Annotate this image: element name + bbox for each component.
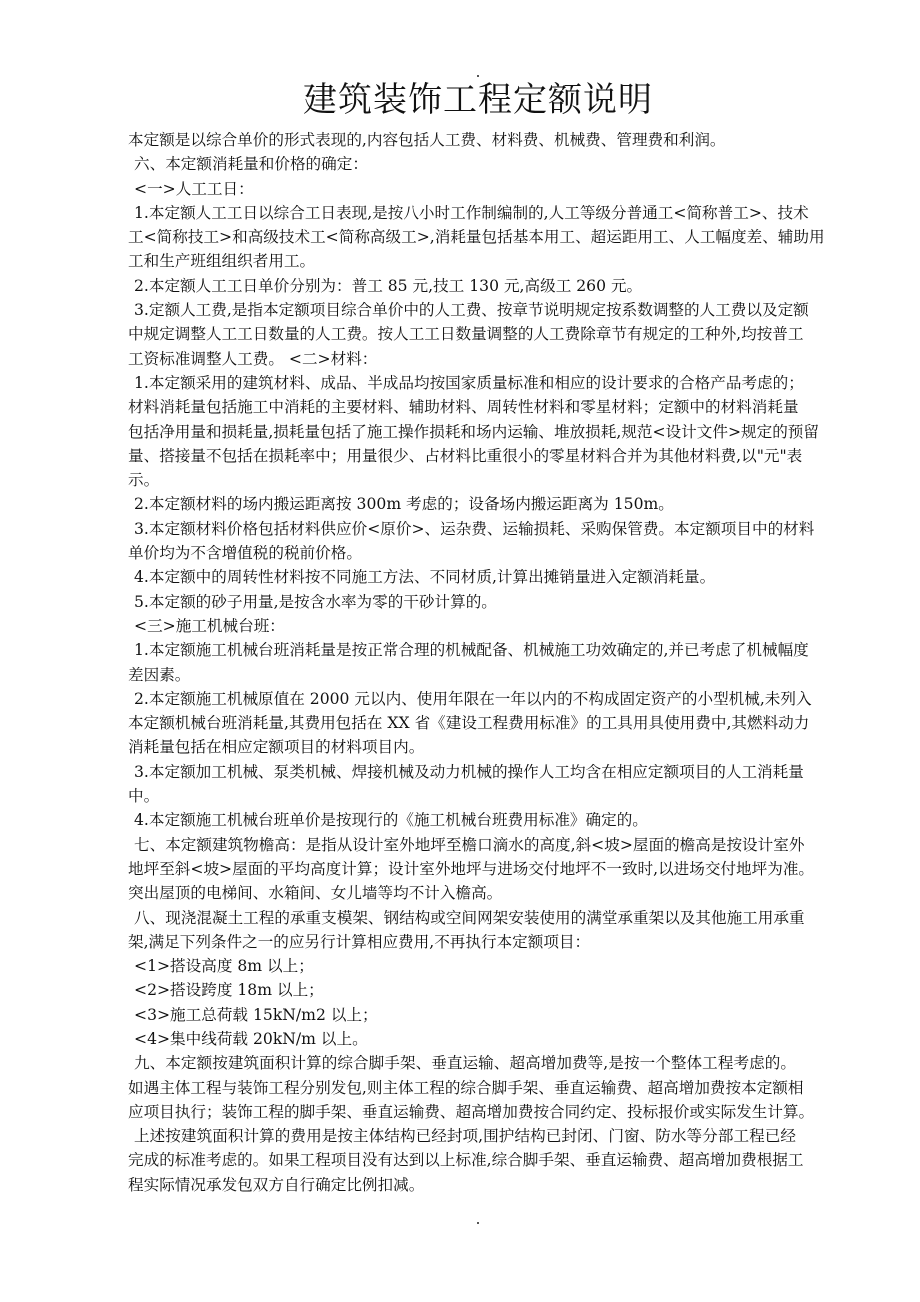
text-line: 六、本定额消耗量和价格的确定： [134, 155, 368, 174]
text-line: 工资标准调整人工费。 <二>材料： [128, 349, 378, 368]
text-line: 应项目执行；装饰工程的脚手架、垂直运输费、超高增加费按合同约定、投标报价或实际发生计算。 [128, 1102, 815, 1121]
text-line: 1.本定额采用的建筑材料、成品、半成品均按国家质量标准和相应的设计要求的合格产品考虑的； [134, 373, 804, 392]
text-line: 包括净用量和损耗量,损耗量包括了施工操作损耗和场内运输、堆放损耗,规范<设计文件>规定的预留 [128, 422, 819, 441]
text-line: 材料消耗量包括施工中消耗的主要材料、辅助材料、周转性材料和零星材料；定额中的材料消耗量 [128, 398, 799, 417]
page-title: 建筑装饰工程定额说明 [303, 80, 653, 120]
paragraph [128, 1124, 804, 1197]
text-line: <4>集中线荷载 20kN/m 以上。 [134, 1029, 368, 1048]
paragraph [128, 638, 809, 687]
text-line: 架,满足下列条件之一的应另行计算相应费用,不再执行本定额项目： [128, 932, 591, 951]
paragraph [128, 978, 796, 1002]
paragraph [128, 808, 796, 832]
text-line: 单价均为不含增值税的税前价格。 [128, 544, 362, 563]
text-line: <3>施工总荷载 15kN/m2 以上； [134, 1005, 378, 1024]
text-line: 中规定调整人工工日数量的人工费。按人工工日数量调整的人工费除章节有规定的工种外,均按普工 [128, 325, 804, 344]
text-line: 八、现浇混凝土工程的承重支模架、钢结构或空间网架安装使用的满堂承重架以及其他施工用承重 [134, 908, 805, 927]
text-line: 如遇主体工程与装饰工程分别发包,则主体工程的综合脚手架、垂直运输费、超高增加费按本定额相 [128, 1078, 804, 1097]
text-line: 量、搭接量不包括在损耗率中；用量很少、占材料比重很小的零星材料合并为其他材料费,以"元"表 [128, 446, 803, 465]
text-line: 3.本定额材料价格包括材料供应价<原价>、运杂费、运输损耗、采购保管费。本定额项目中的材料 [134, 519, 815, 538]
text-line: <2>搭设跨度 18m 以上； [134, 981, 324, 1000]
paragraph [128, 833, 815, 906]
paragraph [128, 1003, 796, 1027]
paragraph [128, 201, 825, 274]
text-line: 2.本定额施工机械原值在 2000 元以内、使用年限在一年以内的不构成固定资产的小型机械,未列入 [134, 689, 812, 708]
text-line: 4.本定额施工机械台班单价是按现行的《施工机械台班费用标准》确定的。 [134, 811, 648, 830]
text-line: 突出屋顶的电梯间、水箱间、女儿墙等均不计入檐高。 [128, 884, 503, 903]
paragraph [128, 906, 805, 955]
paragraph [128, 687, 812, 760]
text-line: 4.本定额中的周转性材料按不同施工方法、不同材质,计算出摊销量进入定额消耗量。 [134, 568, 716, 587]
text-line: 2.本定额人工工日单价分别为：普工 85 元,技工 130 元,高级工 260 元。 [134, 276, 643, 295]
text-line: 程实际情况承发包双方自行确定比例扣减。 [128, 1175, 425, 1194]
paragraph [128, 274, 796, 298]
text-line: 3.本定额加工机械、泵类机械、焊接机械及动力机械的操作人工均含在相应定额项目的人工消耗量 [134, 762, 804, 781]
paragraph [128, 128, 796, 152]
text-line: 本定额机械台班消耗量,其费用包括在 XX 省《建设工程费用标准》的工具用具使用费中,其燃料动力 [128, 714, 810, 733]
text-line: 示。 [128, 471, 160, 490]
text-line: 消耗量包括在相应定额项目的材料项目内。 [128, 738, 425, 757]
paragraph [128, 1027, 796, 1051]
paragraph [128, 298, 809, 371]
text-line: 九、本定额按建筑面积计算的综合脚手架、垂直运输、超高增加费等,是按一个整体工程考虑的。 [134, 1054, 796, 1073]
text-line: 完成的标准考虑的。如果工程项目没有达到以上标准,综合脚手架、垂直运输费、超高增加费根据工 [128, 1151, 804, 1170]
text-line: 上述按建筑面积计算的费用是按主体结构已经封项,围护结构已封闭、门窗、防水等分部工程已经 [134, 1127, 796, 1146]
text-line: <1>搭设高度 8m 以上； [134, 957, 314, 976]
paragraph [128, 954, 796, 978]
text-line: <一>人工工日： [134, 179, 254, 198]
text-line: 2.本定额材料的场内搬运距离按 300m 考虑的；设备场内搬运距离为 150m。 [134, 495, 674, 514]
text-line: 本定额是以综合单价的形式表现的,内容包括人工费、材料费、机械费、管理费和利润。 [128, 131, 726, 149]
paragraph [128, 492, 796, 516]
paragraph [128, 517, 815, 566]
text-line: 差因素。 [128, 665, 191, 684]
page-marker-bottom [477, 1222, 479, 1224]
text-line: <三>施工机械台班： [134, 616, 285, 635]
page-marker-top [477, 75, 479, 77]
text-line: 3.定额人工费,是指本定额项目综合单价中的人工费、按章节说明规定按系数调整的人工费以及定额 [134, 301, 809, 320]
text-line: 中。 [128, 787, 160, 806]
text-line: 地坪至斜<坡>屋面的平均高度计算；设计室外地坪与进场交付地坪不一致时,以进场交付地坪为准。 [128, 859, 815, 878]
paragraph [128, 565, 796, 589]
text-line: 七、本定额建筑物檐高：是指从设计室外地坪至檐口滴水的高度,斜<坡>屋面的檐高是按设计室外 [134, 835, 805, 854]
paragraph [128, 1051, 815, 1124]
paragraph [128, 614, 796, 638]
paragraph [128, 177, 796, 201]
text-line: 工<简称技工>和高级技术工<简称高级工>,消耗量包括基本用工、超运距用工、人工幅度差、辅助用 [128, 228, 825, 247]
text-line: 5.本定额的砂子用量,是按含水率为零的干砂计算的。 [134, 592, 497, 611]
text-line: 工和生产班组组织者用工。 [128, 252, 316, 271]
paragraph [128, 590, 796, 614]
document-body [128, 128, 825, 1197]
paragraph [128, 760, 804, 809]
paragraph [128, 152, 796, 176]
paragraph [128, 371, 819, 492]
text-line: 1.本定额人工工日以综合工日表现,是按八小时工作制编制的,人工等级分普通工<简称普工>、技术 [134, 203, 809, 222]
text-line: 1.本定额施工机械台班消耗量是按正常合理的机械配备、机械施工功效确定的,并已考虑了机械幅度 [134, 641, 809, 660]
